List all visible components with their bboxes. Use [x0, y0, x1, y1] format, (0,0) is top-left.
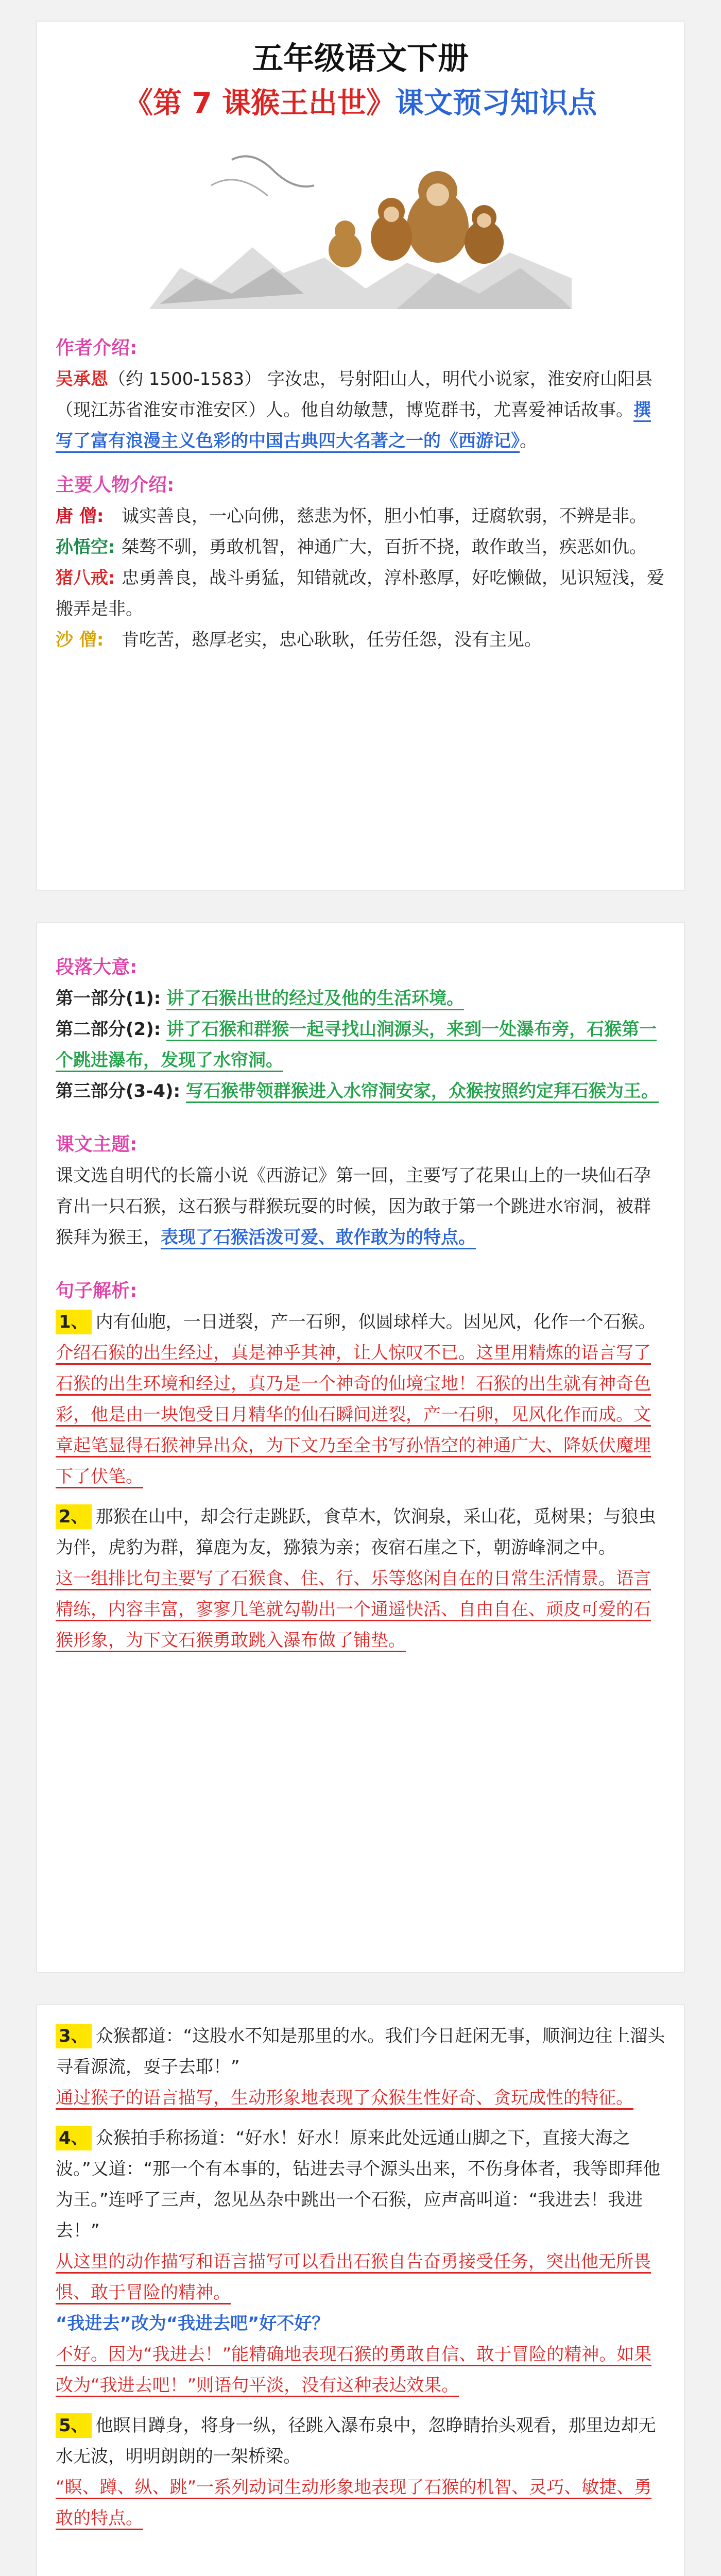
question-text: “我进去”改为“我进去吧”好不好？	[56, 2313, 330, 2334]
author-heading: 作者介绍:	[56, 337, 138, 359]
section-prefix: 第三部分(3-4):	[56, 1081, 181, 1101]
section-prefix: 第二部分(2):	[56, 1019, 161, 1040]
characters-heading: 主要人物介绍:	[56, 474, 175, 496]
card-sections	[36, 922, 685, 1973]
sentence-number: 3、	[56, 2024, 92, 2048]
card-analysis-1	[36, 2004, 685, 2576]
subtitle-tail: 课文预习知识点	[394, 87, 597, 120]
sentence-2-analysis	[56, 1563, 665, 1656]
sentence-number: 2、	[56, 1504, 92, 1529]
lesson-title: 《第 7 课猴王出世》	[124, 87, 395, 120]
sentence-5-analysis	[56, 2472, 665, 2534]
section-part-2	[56, 1014, 665, 1076]
sentence-text: 他瞑目蹲身，将身一纵，径跳入瀑布泉中，忽睁睛抬头观看，那里边却无水无波，明明朗朗的一架桥梁。	[56, 2415, 656, 2467]
analysis-text: 通过猴子的语言描写，生动形象地表现了众猴生性好奇、贪玩成性的特征。	[56, 2088, 633, 2110]
monkey-painting-icon	[149, 139, 572, 309]
author-text: （约 1500-1583） 字汝忠，号射阳山人，明代小说家，淮安府山阳县（现江苏省淮安市淮安区）人。他自幼敏慧，博览群书，尤喜爱神话故事。	[56, 369, 653, 420]
theme-text: 课文选自明代的长篇小说《西游记》第一回，主要写了花果山上的一块仙石孕育出一只石猴，这石猴与群猴玩耍的时候，因为敢于第一个跳进水帘洞，被群猴拜为猴王，	[56, 1165, 651, 1248]
character-text: 忠勇善良，战斗勇猛，知错就改，淳朴憨厚，好吃懒做，见识短浅，爱搬弄是非。	[56, 568, 664, 619]
analysis-heading: 句子解析:	[56, 1280, 138, 1301]
analysis-text: 这一组排比句主要写了石猴食、住、行、乐等悠闲自在的日常生活情景。语言精练，内容丰富，寥寥几笔就勾勒出一个通遥快活、自由自在、顽皮可爱的石猴形象，为下文石猴勇敢跳入瀑布做了铺垫。	[56, 1568, 651, 1652]
sentence-1-analysis	[56, 1337, 665, 1492]
sentence-4	[56, 2123, 665, 2246]
author-highlight: 撰写了富有浪漫主义色彩的中国古典四大名著之一的《西游记》	[56, 400, 651, 453]
sentence-3	[56, 2021, 665, 2082]
character-role: 猪八戒:	[56, 568, 115, 588]
card-intro	[36, 21, 685, 891]
author-paragraph	[56, 364, 665, 456]
sections-heading: 段落大意:	[56, 957, 138, 978]
section-prefix: 第一部分(1):	[56, 988, 161, 1009]
sentence-number: 4、	[56, 2126, 92, 2150]
question-1	[56, 2308, 665, 2339]
character-role: 沙 僧:	[56, 630, 104, 650]
character-shaseng	[56, 624, 665, 655]
analysis-text: 从这里的动作描写和语言描写可以看出石猴自告奋勇接受任务，突出他无所畏惧、敢于冒险的精神。	[56, 2251, 651, 2304]
sentence-number: 5、	[56, 2413, 92, 2438]
sentence-text: 众猴都道：“这股水不知是那里的水。我们今日赶闲无事，顺涧边往上溜头寻看源流，耍子去耶！”	[56, 2026, 665, 2077]
monkey-illustration	[149, 139, 572, 309]
sentence-text: 众猴拍手称扬道：“好水！好水！原来此处远通山脚之下，直接大海之波。”又道：“那一个有本事的，钻进去寻个源头出来，不伤身体者，我等即拜他为王。”连呼了三声，忽见丛杂中跳出一个石猴，应声高叫道：“我进去！我进去！”	[56, 2128, 661, 2241]
theme-highlight: 表现了石猴活泼可爱、敢作敢为的特点。	[161, 1227, 476, 1249]
section-text: 讲了石猴出世的经过及他的生活环境。	[166, 988, 464, 1010]
sentence-2	[56, 1501, 665, 1563]
sentence-text: 那猴在山中，却会行走跳跃，食草木，饮涧泉，采山花，觅树果；与狼虫为伴，虎豹为群，獐鹿为友，猕猿为亲；夜宿石崖之下，朝游峰洞之中。	[56, 1506, 656, 1558]
analysis-text: 介绍石猴的出生经过，真是神乎其神，让人惊叹不已。这里用精炼的语言写了石猴的出生环境和经过，真乃是一个神奇的仙境宝地！石猴的出生就有神奇色彩，他是由一块饱受日月精华的仙石瞬间迸裂，产一石卵，见风化作而成。文章起笔显得石猴神异出众，为下文乃至全书写孙悟空的神通广大、降妖伏魔埋下了伏笔。	[56, 1343, 651, 1488]
sentence-3-analysis	[56, 2082, 665, 2113]
author-name: 吴承恩	[56, 369, 108, 389]
theme-heading: 课文主题:	[56, 1134, 138, 1155]
author-tail: 。	[520, 431, 537, 451]
section-text: 写石猴带领群猴进入水帘洞安家，众猴按照约定拜石猴为王。	[186, 1081, 659, 1103]
analysis-text: “瞑、蹲、纵、跳”一系列动词生动形象地表现了石猴的机智、灵巧、敏捷、勇敢的特点。	[56, 2477, 651, 2530]
character-role: 唐 僧:	[56, 506, 104, 527]
page-title: 五年级语文下册	[252, 41, 469, 77]
sentence-5	[56, 2410, 665, 2472]
character-tangseng	[56, 501, 665, 532]
sentence-text: 内有仙胞，一日迸裂，产一石卵，似圆球样大。因见风，化作一个石猴。	[95, 1312, 656, 1332]
section-part-3	[56, 1076, 665, 1107]
sentence-number: 1、	[56, 1310, 92, 1334]
sentence-1	[56, 1307, 665, 1337]
page-subtitle	[37, 81, 684, 126]
character-role: 孙悟空:	[56, 537, 115, 557]
question-1-answer	[56, 2339, 665, 2401]
character-sunwukong	[56, 532, 665, 563]
character-text: 诚实善良，一心向佛，慈悲为怀，胆小怕事，迂腐软弱，不辨是非。	[122, 506, 647, 527]
section-text: 讲了石猴和群猴一起寻找山涧源头，来到一处瀑布旁，石猴第一个跳进瀑布，发现了水帘洞。	[56, 1019, 657, 1072]
sentence-4-analysis	[56, 2246, 665, 2308]
section-part-1	[56, 983, 665, 1014]
character-text: 桀骜不驯，勇敢机智，神通广大，百折不挠，敢作敢当，疾恶如仇。	[122, 537, 647, 557]
answer-text: 不好。因为“我进去！”能精确地表现石猴的勇敢自信、敢于冒险的精神。如果改为“我进去吧！”则语句平淡，没有这种表达效果。	[56, 2344, 651, 2397]
character-zhubajie	[56, 563, 665, 624]
character-text: 肯吃苦，憨厚老实，忠心耿耿，任劳任怨，没有主见。	[122, 630, 542, 650]
theme-paragraph	[56, 1160, 665, 1253]
